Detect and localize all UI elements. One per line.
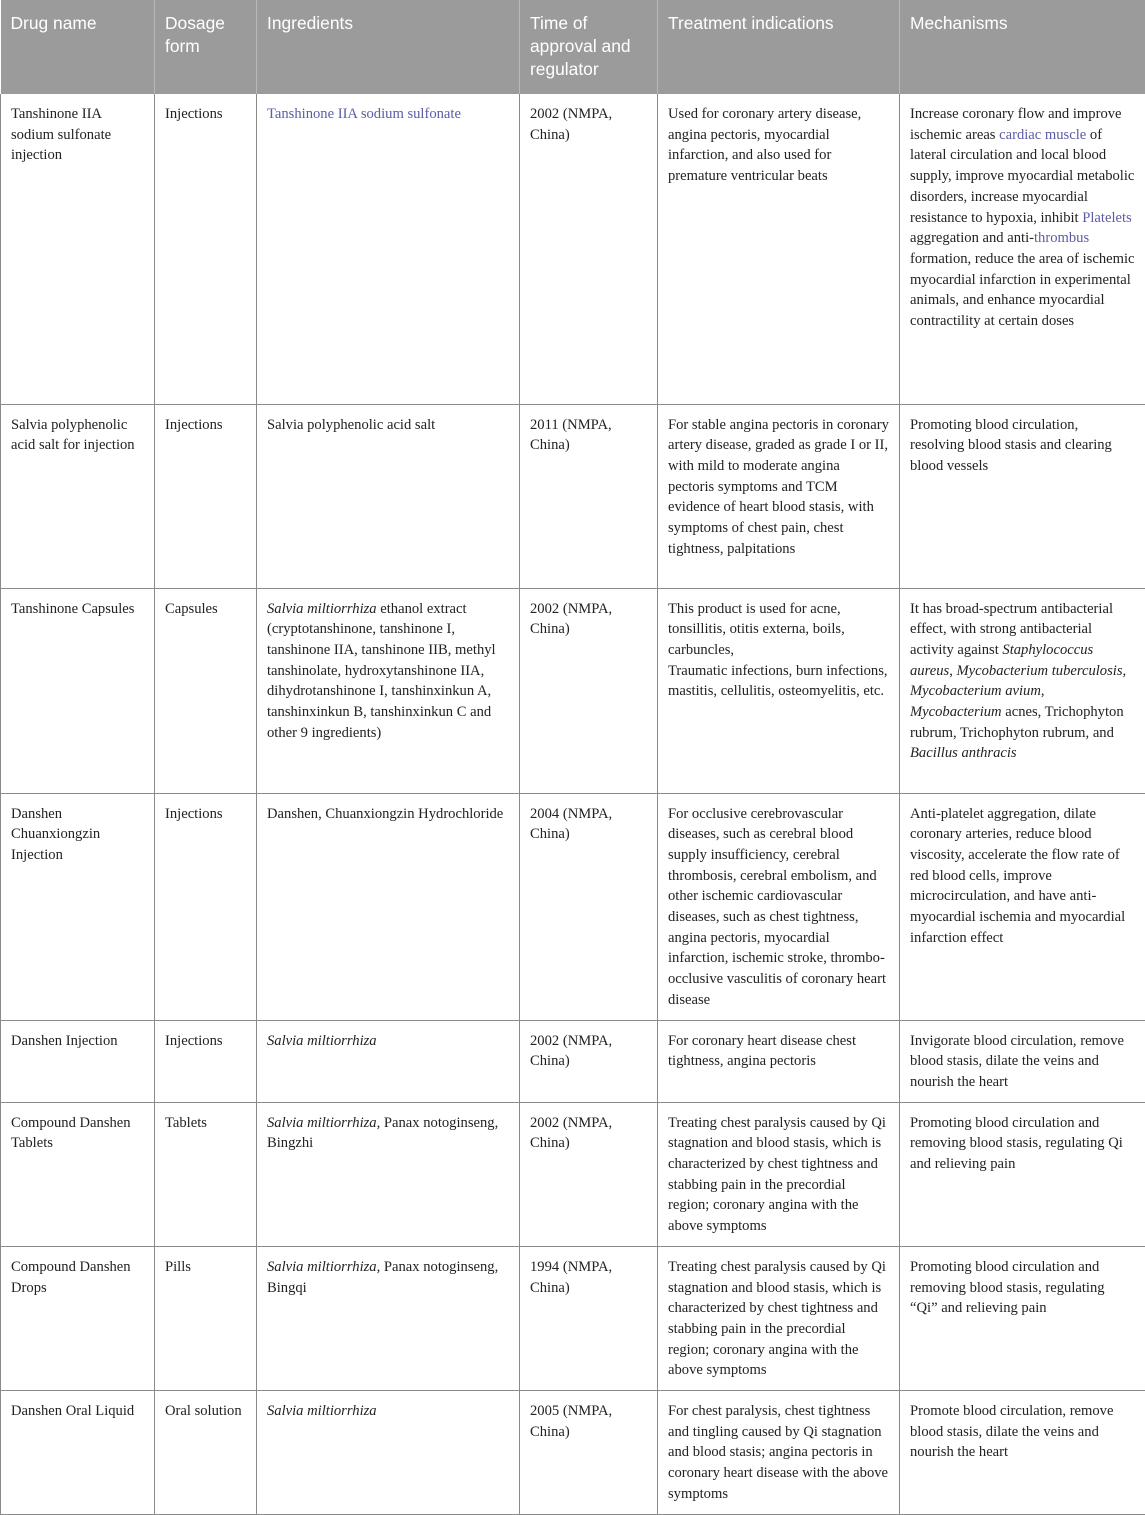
cell-drug-name: Tanshinone IIA sodium sulfonate injection <box>1 94 155 404</box>
ingredient-text: , Panax notoginseng, Bingqi <box>267 1259 498 1296</box>
mechanism-text: of lateral circulation and local blood supply, improve myocardial metabolic disorders, increase myocardial resistance to hypoxia, inhibit <box>910 127 1134 226</box>
cell-ingredients <box>257 588 520 793</box>
cell-indications: Used for coronary artery disease, angina pectoris, myocardial infarction, and also used for premature ventricular beats <box>658 94 900 404</box>
header-indications: Treatment indications <box>658 0 900 94</box>
cell-indications: Treating chest paralysis caused by Qi stagnation and blood stasis, which is characterized by chest tightness and stabbing pain in the precordial region; coronary angina with the above symptoms <box>658 1246 900 1390</box>
cell-dosage-form: Injections <box>155 793 257 1020</box>
header-mechanisms: Mechanisms <box>900 0 1145 94</box>
cell-mechanisms: Promoting blood circulation and removing blood stasis, regulating “Qi” and relieving pain <box>900 1246 1145 1390</box>
mechanism-text: It has broad-spectrum antibacterial effect, with strong antibacterial activity against <box>910 601 1113 658</box>
cell-dosage-form: Oral solution <box>155 1391 257 1515</box>
ingredient-text: ethanol extract (cryptotanshinone, tanshinone I, tanshinone IIA, tanshinone IIB, methyl tanshinolate, hydroxytanshinone IIA, dihydrotanshinone I, tanshinxinkun A, tanshinxinkun B, tanshinxinkun C and other 9 ingredients) <box>267 601 496 741</box>
cell-ingredients <box>257 1102 520 1246</box>
cell-dosage-form: Injections <box>155 404 257 588</box>
table-row <box>1 1391 1145 1515</box>
species-name: Mycobacterium <box>910 704 1002 720</box>
table-row <box>1 404 1145 588</box>
cell-ingredients <box>257 1020 520 1102</box>
mechanism-text: formation, reduce the area of ischemic myocardial infarction in experimental animals, and enhance myocardial contractility at certain doses <box>910 251 1134 329</box>
cell-ingredients: Salvia polyphenolic acid salt <box>257 404 520 588</box>
cell-drug-name: Danshen Chuanxiongzin Injection <box>1 793 155 1020</box>
cell-approval: 2005 (NMPA, China) <box>520 1391 658 1515</box>
cell-dosage-form: Capsules <box>155 588 257 793</box>
species-name: Salvia miltiorrhiza <box>267 1403 377 1419</box>
mechanism-text: aggregation and anti- <box>910 230 1034 246</box>
mechanism-text: , <box>1123 663 1127 679</box>
table-row <box>1 1246 1145 1390</box>
header-ingredients: Ingredients <box>257 0 520 94</box>
cell-mechanisms: Promoting blood circulation and removing blood stasis, regulating Qi and relieving pain <box>900 1102 1145 1246</box>
cell-approval: 2002 (NMPA, China) <box>520 588 658 793</box>
cell-indications: For stable angina pectoris in coronary artery disease, graded as grade I or II, with mild to moderate angina pectoris symptoms and TCM evidence of heart blood stasis, with symptoms of chest pain, chest tightness, palpitations <box>658 404 900 588</box>
cell-ingredients <box>257 94 520 404</box>
indication-line: This product is used for acne, tonsillitis, otitis externa, boils, carbuncles, <box>668 599 889 661</box>
cell-mechanisms: Promote blood circulation, remove blood stasis, dilate the veins and nourish the heart <box>900 1391 1145 1515</box>
cell-dosage-form: Pills <box>155 1246 257 1390</box>
indication-line: Traumatic infections, burn infections, mastitis, cellulitis, osteomyelitis, etc. <box>668 661 889 702</box>
cell-dosage-form: Injections <box>155 1020 257 1102</box>
ingredient-link[interactable]: Tanshinone IIA sodium sulfonate <box>267 106 461 122</box>
cell-indications: Treating chest paralysis caused by Qi stagnation and blood stasis, which is characterized by chest tightness and stabbing pain in the precordial region; coronary angina with the above symptoms <box>658 1102 900 1246</box>
cell-dosage-form: Injections <box>155 94 257 404</box>
cell-approval: 2002 (NMPA, China) <box>520 94 658 404</box>
species-name: Salvia miltiorrhiza <box>267 1033 377 1049</box>
cardiac-muscle-link[interactable]: cardiac muscle <box>999 127 1086 143</box>
header-drug-name: Drug name <box>1 0 155 94</box>
cell-drug-name: Danshen Injection <box>1 1020 155 1102</box>
cell-approval: 2004 (NMPA, China) <box>520 793 658 1020</box>
species-name: Salvia miltiorrhiza <box>267 1259 377 1275</box>
platelets-link[interactable]: Platelets <box>1082 210 1131 226</box>
species-name: Mycobacterium tuberculosis <box>956 663 1122 679</box>
cell-mechanisms: Promoting blood circulation, resolving blood stasis and clearing blood vessels <box>900 404 1145 588</box>
header-approval: Time of approval and regulator <box>520 0 658 94</box>
mechanism-text: , <box>949 663 956 679</box>
cell-indications <box>658 588 900 793</box>
mechanism-text: Increase coronary flow and improve ischemic areas <box>910 106 1122 143</box>
cell-mechanisms: Invigorate blood circulation, remove blood stasis, dilate the veins and nourish the heart <box>900 1020 1145 1102</box>
cell-ingredients <box>257 1391 520 1515</box>
species-name: Staphylococcus aureus <box>910 642 1093 679</box>
cell-approval: 2002 (NMPA, China) <box>520 1020 658 1102</box>
header-dosage-form: Dosage form <box>155 0 257 94</box>
thrombus-link[interactable]: thrombus <box>1034 230 1089 246</box>
cell-drug-name: Tanshinone Capsules <box>1 588 155 793</box>
table-row <box>1 793 1145 1020</box>
species-name: Bacillus anthracis <box>910 745 1017 761</box>
cell-approval: 2002 (NMPA, China) <box>520 1102 658 1246</box>
cell-indications: For occlusive cerebrovascular diseases, such as cerebral blood supply insufficiency, cerebral thrombosis, cerebral embolism, and other ischemic cardiovascular diseases, such as chest tightness, angina pectoris, myocardial infarction, ischemic stroke, thrombo-occlusive vasculitis of coronary heart disease <box>658 793 900 1020</box>
cell-drug-name: Danshen Oral Liquid <box>1 1391 155 1515</box>
cell-mechanisms: Anti-platelet aggregation, dilate coronary arteries, reduce blood viscosity, accelerate the flow rate of red blood cells, improve microcirculation, and have anti-myocardial ischemia and myocardial infarction effect <box>900 793 1145 1020</box>
cell-approval: 2011 (NMPA, China) <box>520 404 658 588</box>
cell-drug-name: Salvia polyphenolic acid salt for injection <box>1 404 155 588</box>
cell-drug-name: Compound Danshen Drops <box>1 1246 155 1390</box>
table-row <box>1 1102 1145 1246</box>
cell-indications: For chest paralysis, chest tightness and tingling caused by Qi stagnation and blood stasis; angina pectoris in coronary heart disease with the above symptoms <box>658 1391 900 1515</box>
table-row <box>1 588 1145 793</box>
cell-drug-name: Compound Danshen Tablets <box>1 1102 155 1246</box>
cell-approval: 1994 (NMPA, China) <box>520 1246 658 1390</box>
cell-dosage-form: Tablets <box>155 1102 257 1246</box>
ingredient-text: , Panax notoginseng, Bingzhi <box>267 1115 498 1152</box>
cell-ingredients: Danshen, Chuanxiongzin Hydrochloride <box>257 793 520 1020</box>
cell-mechanisms <box>900 588 1145 793</box>
table-row <box>1 94 1145 404</box>
cell-mechanisms <box>900 94 1145 404</box>
species-name: Mycobacterium avium <box>910 683 1041 699</box>
cell-ingredients <box>257 1246 520 1390</box>
species-name: Salvia miltiorrhiza <box>267 601 377 617</box>
header-row <box>1 0 1145 94</box>
mechanism-text: acnes, Trichophyton rubrum, Trichophyton rubrum, and <box>910 704 1124 741</box>
species-name: Salvia miltiorrhiza <box>267 1115 377 1131</box>
mechanism-text: , <box>1041 683 1045 699</box>
table-row <box>1 1020 1145 1102</box>
cell-indications: For coronary heart disease chest tightness, angina pectoris <box>658 1020 900 1102</box>
